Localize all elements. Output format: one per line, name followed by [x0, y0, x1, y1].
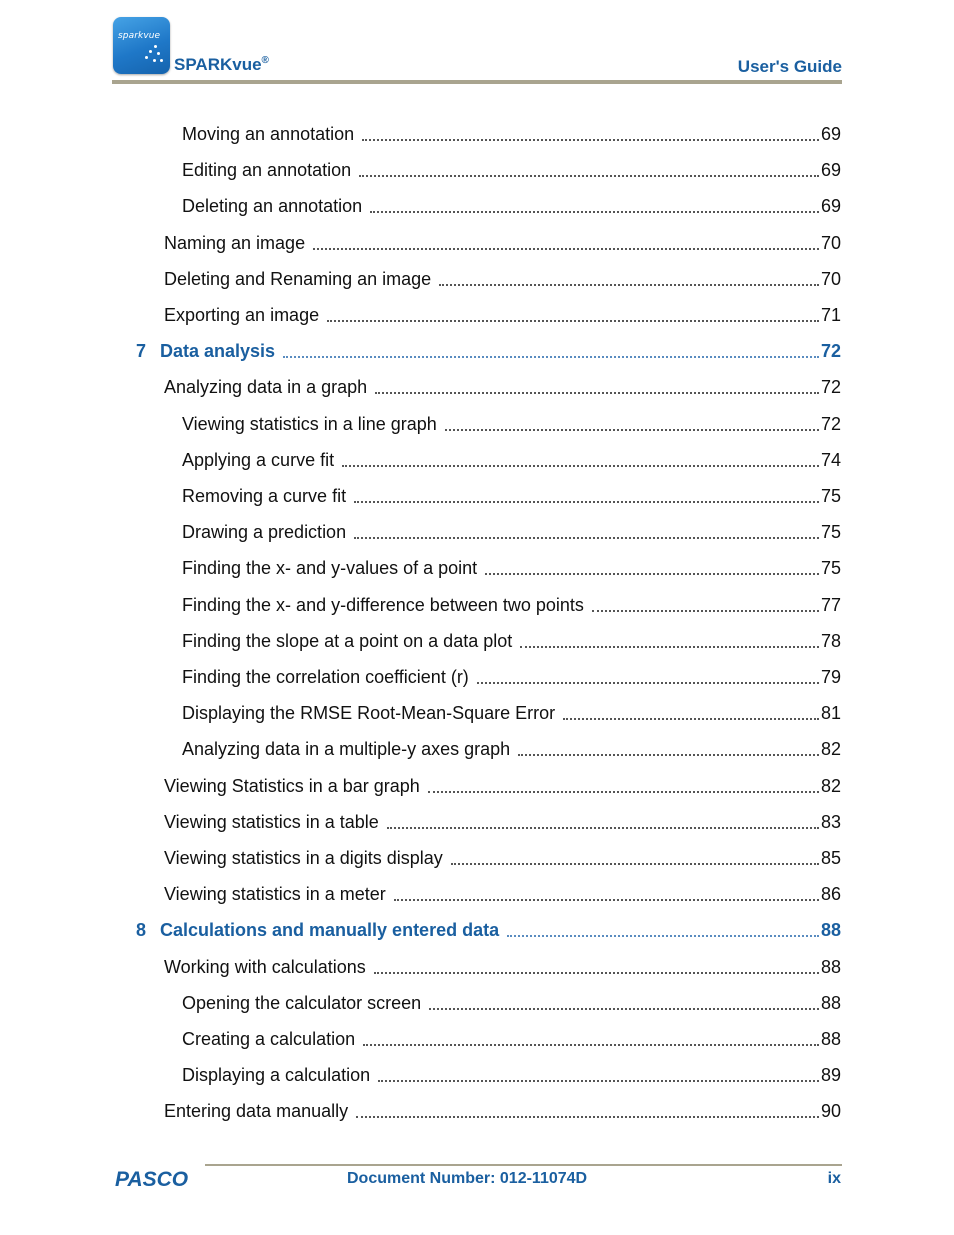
toc-entry-page: 88: [820, 920, 841, 941]
toc-entry-title: Deleting and Renaming an image: [164, 268, 432, 289]
dot-leader: [378, 1080, 819, 1082]
toc-entry-page: 88: [820, 992, 841, 1013]
dot-leader: [354, 537, 819, 539]
toc-entry-page: 82: [820, 775, 841, 796]
toc-entry[interactable]: [182, 447, 841, 471]
dot-leader: [313, 248, 819, 250]
toc-entry-page: 88: [820, 1029, 841, 1049]
toc-entry-page: 85: [820, 848, 841, 868]
dot-leader: [520, 646, 819, 648]
toc-entry-page: 86: [820, 884, 841, 905]
guide-title: User's Guide: [737, 57, 842, 76]
toc-entry-title: Finding the x- and y-values of a point: [182, 558, 478, 579]
toc-entry[interactable]: [182, 592, 841, 616]
toc-chapter-entry[interactable]: [136, 338, 841, 362]
toc-entry-title: Data analysis: [160, 341, 276, 362]
toc-entry-title: Naming an image: [164, 232, 306, 253]
chapter-number: 7: [136, 341, 147, 362]
toc-entry-title: Calculations and manually entered data: [160, 920, 500, 941]
toc-entry-title: Exporting an image: [164, 305, 320, 325]
toc-entry-title: Viewing statistics in a line graph: [182, 413, 437, 434]
toc-entry[interactable]: [182, 990, 841, 1014]
dot-leader: [507, 935, 819, 937]
toc-entry-title: Viewing Statistics in a bar graph: [164, 775, 420, 796]
toc-entry-title: Editing an annotation: [182, 160, 352, 181]
dot-leader: [370, 211, 819, 213]
toc-entry-title: Finding the slope at a point on a data plot: [182, 630, 513, 651]
dot-leader: [428, 791, 819, 793]
dot-leader: [327, 320, 819, 322]
dot-leader: [354, 501, 819, 503]
toc-entry[interactable]: [164, 845, 841, 869]
toc-entry-title: Displaying the RMSE Root-Mean-Square Error: [182, 703, 556, 724]
toc-entry[interactable]: [164, 809, 841, 833]
toc-entry-page: 74: [820, 449, 841, 470]
toc-entry[interactable]: [182, 121, 841, 145]
dot-leader: [439, 284, 819, 286]
toc-entry[interactable]: [182, 157, 841, 181]
toc-entry-title: Finding the correlation coefficient (r): [182, 667, 469, 687]
toc-entry-page: 75: [820, 522, 841, 543]
toc-entry-title: Opening the calculator screen: [182, 992, 422, 1013]
footer-divider: [205, 1164, 842, 1166]
toc-entry-page: 70: [820, 268, 841, 289]
toc-entry-title: Moving an annotation: [182, 124, 355, 144]
toc-entry[interactable]: [182, 1062, 841, 1086]
toc-entry-page: 69: [820, 196, 841, 217]
toc-entry[interactable]: [164, 1098, 841, 1122]
document-number: Document Number: 012-11074D: [347, 1170, 588, 1187]
toc-entry-title: Drawing a prediction: [182, 522, 347, 543]
toc-entry[interactable]: [164, 266, 841, 290]
toc-entry[interactable]: [182, 700, 841, 724]
dot-leader: [445, 429, 819, 431]
toc-entry-title: Viewing statistics in a digits display: [164, 848, 443, 868]
toc-entry-page: 79: [820, 667, 841, 687]
toc-entry[interactable]: [164, 954, 841, 978]
toc-entry[interactable]: [182, 628, 841, 652]
toc-entry-title: Analyzing data in a multiple-y axes graph: [182, 739, 511, 760]
registered-mark: ®: [261, 55, 269, 66]
toc-entry-page: 72: [820, 413, 841, 434]
toc-entry[interactable]: [164, 230, 841, 254]
dot-leader: [374, 972, 819, 974]
dot-leader: [429, 1008, 819, 1010]
toc-entry-title: Displaying a calculation: [182, 1065, 371, 1086]
toc-entry[interactable]: [164, 773, 841, 797]
toc-entry-page: 89: [820, 1065, 841, 1086]
toc-entry-page: 72: [820, 377, 841, 398]
toc-entry-page: 88: [820, 956, 841, 977]
dot-leader: [518, 754, 819, 756]
dot-leader: [283, 356, 819, 358]
dot-leader: [363, 1044, 819, 1046]
chapter-number: 8: [136, 920, 147, 941]
toc-entry-title: Creating a calculation: [182, 1029, 356, 1049]
toc-entry-title: Applying a curve fit: [182, 449, 335, 470]
toc-entry[interactable]: [182, 483, 841, 507]
dot-leader: [563, 718, 819, 720]
toc-entry-page: 81: [820, 703, 841, 724]
toc-entry-page: 77: [820, 594, 841, 615]
toc-entry[interactable]: [182, 193, 841, 217]
dot-leader: [477, 682, 819, 684]
toc-entry[interactable]: [182, 411, 841, 435]
dot-leader: [356, 1116, 819, 1118]
toc-entry-title: Deleting an annotation: [182, 196, 363, 217]
toc-entry-page: 82: [820, 739, 841, 760]
toc-entry-page: 90: [820, 1101, 841, 1122]
toc-chapter-entry[interactable]: [136, 917, 841, 941]
toc-entry[interactable]: [164, 374, 841, 398]
dot-leader: [342, 465, 819, 467]
toc-entry-title: Analyzing data in a graph: [164, 377, 368, 398]
toc-entry-page: 75: [820, 558, 841, 579]
pasco-logo-icon: [113, 1166, 205, 1190]
toc-entry-page: 72: [820, 341, 841, 362]
dot-leader: [451, 863, 819, 865]
page-number: ix: [827, 1170, 841, 1187]
toc-entry-page: 83: [820, 811, 841, 832]
toc-entry[interactable]: [182, 1026, 841, 1050]
dot-leader: [485, 573, 819, 575]
toc-entry-title: Finding the x- and y-difference between two points: [182, 594, 584, 615]
dot-leader: [359, 175, 819, 177]
toc-entry[interactable]: [182, 519, 841, 543]
toc-entry-page: 71: [820, 305, 841, 325]
app-name-text: SPARKvue: [174, 55, 262, 74]
toc-entry-page: 78: [820, 630, 841, 651]
pasco-wordmark: PASCO: [115, 1168, 189, 1190]
toc-entry-title: Removing a curve fit: [182, 486, 347, 506]
toc-entry[interactable]: [182, 736, 841, 760]
toc-entry-title: Entering data manually: [164, 1101, 349, 1122]
toc-entry-page: 70: [820, 232, 841, 253]
toc-entry[interactable]: [182, 555, 841, 579]
dot-leader: [592, 610, 819, 612]
toc-entry[interactable]: [164, 302, 841, 326]
toc-entry-title: Viewing statistics in a table: [164, 811, 379, 832]
toc-entry-page: 75: [820, 486, 841, 506]
dot-leader: [394, 899, 819, 901]
toc-entry[interactable]: [164, 881, 841, 905]
dot-leader: [375, 392, 819, 394]
toc-entry-title: Working with calculations: [164, 956, 366, 977]
dot-leader: [362, 139, 819, 141]
dot-leader: [387, 827, 819, 829]
logo-wordmark: sparkvue: [118, 31, 161, 41]
toc-entry-page: 69: [820, 124, 841, 144]
toc-entry[interactable]: [182, 664, 841, 688]
toc-entry-page: 69: [820, 160, 841, 181]
toc-entry-title: Viewing statistics in a meter: [164, 884, 386, 905]
